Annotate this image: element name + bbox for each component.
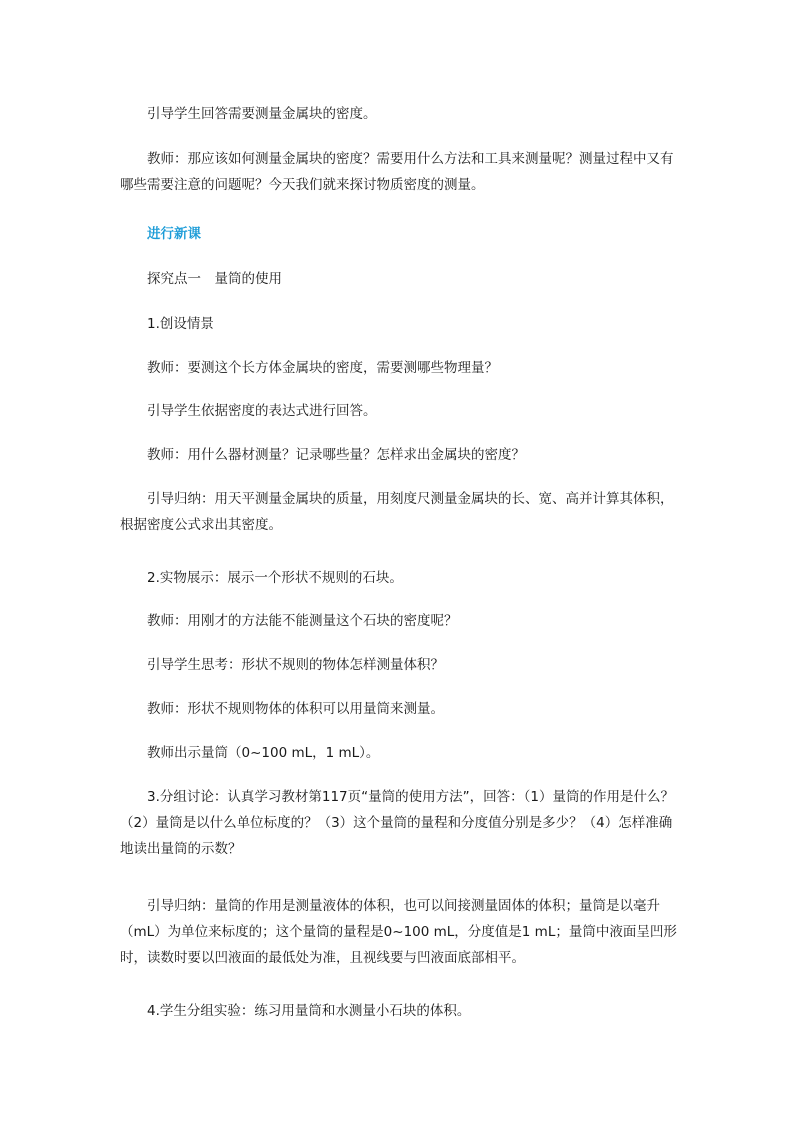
paragraph-guide-answer: 引导学生回答需要测量金属块的密度。	[147, 106, 377, 122]
section-heading: 进行新课	[147, 226, 201, 242]
paragraph-teacher-shows-cylinder: 教师出示量筒（0~100 mL，1 mL）。	[147, 745, 380, 761]
paragraph-guide-summary-1: 引导归纳：用天平测量金属块的质量，用刻度尺测量金属块的长、宽、高并计算其体积，根据密度公式求出其密度。	[120, 491, 674, 533]
paragraph-guide-summary-2: 引导归纳：量筒的作用是测量液体的体积，也可以间接测量固体的体积；量筒是以毫升（mL）为单位来标度的；这个量筒的量程是0~100 mL，分度值是1 mL；量筒中液面呈凹形时，读数时要以凹液面的最低处为准，且视线要与凹液面底部相平。	[120, 898, 677, 966]
paragraph-teacher-intro: 教师：那应该如何测量金属块的密度？需要用什么方法和工具来测量呢？测量过程中又有哪些需要注意的问题呢？今天我们就来探讨物质密度的测量。	[120, 151, 674, 193]
paragraph-guide-expression: 引导学生依据密度的表达式进行回答。	[147, 403, 377, 419]
paragraph-inquiry-point: 探究点一 量筒的使用	[147, 271, 282, 287]
paragraph-group-experiment: 4.学生分组实验：练习用量筒和水测量小石块的体积。	[147, 1003, 471, 1019]
paragraph-teacher-question-1: 教师：要测这个长方体金属块的密度，需要测哪些物理量？	[147, 360, 498, 376]
paragraph-create-scenario: 1.创设情景	[147, 316, 214, 332]
paragraph-guide-think: 引导学生思考：形状不规则的物体怎样测量体积？	[147, 657, 444, 673]
paragraph-teacher-question-2: 教师：用什么器材测量？记录哪些量？怎样求出金属块的密度？	[147, 447, 525, 463]
paragraph-teacher-statement: 教师：形状不规则物体的体积可以用量筒来测量。	[147, 701, 444, 717]
paragraph-object-display: 2.实物展示：展示一个形状不规则的石块。	[147, 570, 403, 586]
paragraph-teacher-question-3: 教师：用刚才的方法能不能测量这个石块的密度呢？	[147, 613, 458, 629]
paragraph-group-discussion: 3.分组讨论：认真学习教材第117页“量筒的使用方法”，回答：（1）量筒的作用是什么？（2）量筒是以什么单位标度的？（3）这个量筒的量程和分度值分别是多少？（4）怎样准确地读出量筒的示数？	[120, 789, 674, 857]
